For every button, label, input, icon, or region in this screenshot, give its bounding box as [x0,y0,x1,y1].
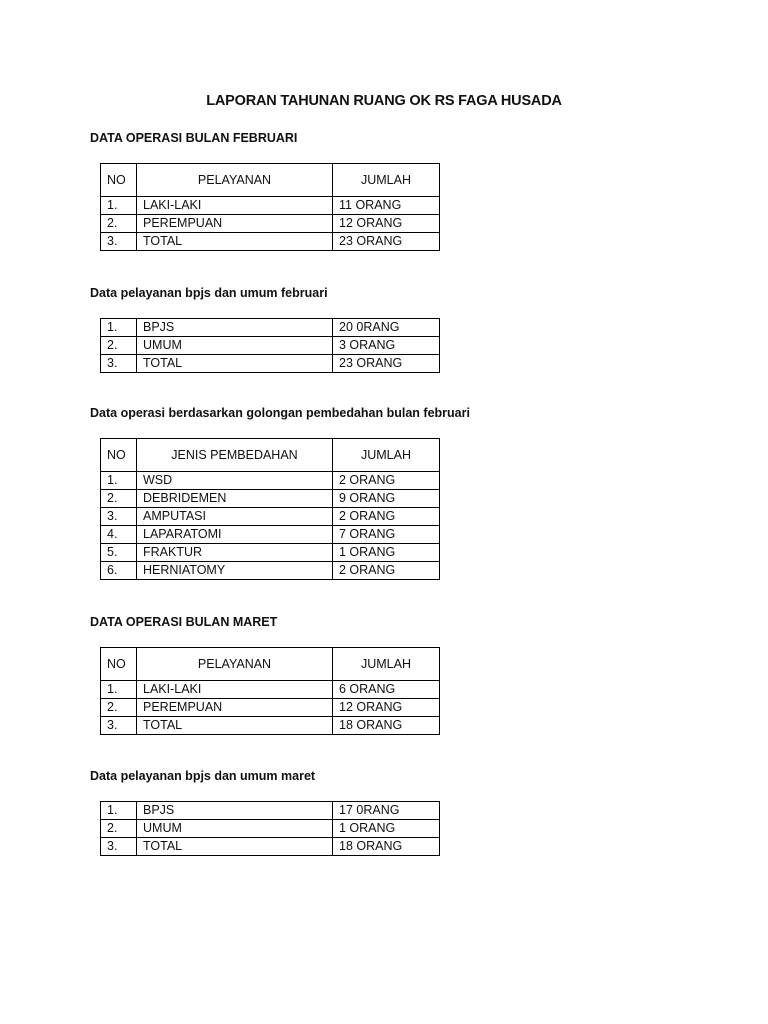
row-count: 9 ORANG [333,490,440,508]
row-number: 3. [101,508,137,526]
row-number: 3. [101,838,137,856]
table-row [101,472,440,490]
table-row [101,838,440,856]
table-row [101,508,440,526]
section-heading-feb-surgery-types: Data operasi berdasarkan golongan pembedahan bulan februari [90,406,470,420]
row-count: 12 ORANG [333,215,440,233]
row-number: 3. [101,233,137,251]
table-row [101,337,440,355]
row-count: 7 ORANG [333,526,440,544]
table-header-row [101,648,440,681]
row-count: 1 ORANG [333,820,440,838]
table-header-row [101,164,440,197]
table-row [101,319,440,337]
header-cell: JENIS PEMBEDAHAN [137,439,333,472]
row-count: 2 ORANG [333,472,440,490]
row-count: 2 ORANG [333,562,440,580]
header-cell: JUMLAH [333,648,440,681]
table-feb-bpjs [100,318,440,373]
section-heading-mar-bpjs: Data pelayanan bpjs dan umum maret [90,769,316,783]
row-number: 1. [101,197,137,215]
row-count: 6 ORANG [333,681,440,699]
row-count: 2 ORANG [333,508,440,526]
row-number: 5. [101,544,137,562]
row-label: TOTAL [137,838,333,856]
table-row [101,197,440,215]
row-number: 2. [101,490,137,508]
table-row [101,681,440,699]
row-label: TOTAL [137,233,333,251]
row-count: 3 ORANG [333,337,440,355]
table-mar-bpjs [100,801,440,856]
row-number: 2. [101,337,137,355]
row-number: 6. [101,562,137,580]
row-label: FRAKTUR [137,544,333,562]
row-number: 4. [101,526,137,544]
table-row [101,802,440,820]
row-label: HERNIATOMY [137,562,333,580]
row-number: 2. [101,699,137,717]
table-row [101,699,440,717]
row-label: LAKI-LAKI [137,681,333,699]
row-count: 23 ORANG [333,233,440,251]
header-cell: NO [101,648,137,681]
header-cell: PELAYANAN [137,648,333,681]
row-number: 2. [101,215,137,233]
row-label: DEBRIDEMEN [137,490,333,508]
row-count: 11 ORANG [333,197,440,215]
row-label: UMUM [137,337,333,355]
table-feb-operations [100,163,440,251]
table-feb-surgery-types [100,438,440,580]
row-count: 12 ORANG [333,699,440,717]
table-row [101,355,440,373]
row-count: 18 ORANG [333,838,440,856]
row-label: UMUM [137,820,333,838]
row-label: BPJS [137,802,333,820]
row-label: PEREMPUAN [137,699,333,717]
row-number: 2. [101,820,137,838]
header-cell: JUMLAH [333,439,440,472]
header-cell: JUMLAH [333,164,440,197]
table-row [101,526,440,544]
table-row [101,233,440,251]
row-count: 18 ORANG [333,717,440,735]
row-number: 3. [101,717,137,735]
row-number: 1. [101,319,137,337]
row-count: 17 0RANG [333,802,440,820]
row-number: 3. [101,355,137,373]
row-number: 1. [101,472,137,490]
row-count: 1 ORANG [333,544,440,562]
table-row [101,820,440,838]
table-row [101,215,440,233]
row-label: BPJS [137,319,333,337]
row-label: WSD [137,472,333,490]
table-header-row [101,439,440,472]
row-label: PEREMPUAN [137,215,333,233]
header-cell: NO [101,439,137,472]
section-heading-feb-bpjs: Data pelayanan bpjs dan umum februari [90,286,328,300]
row-label: TOTAL [137,355,333,373]
table-row [101,490,440,508]
row-number: 1. [101,681,137,699]
table-row [101,562,440,580]
row-label: TOTAL [137,717,333,735]
row-label: LAPARATOMI [137,526,333,544]
section-heading-mar-operations: DATA OPERASI BULAN MARET [90,615,278,629]
header-cell: PELAYANAN [137,164,333,197]
row-label: LAKI-LAKI [137,197,333,215]
row-count: 20 0RANG [333,319,440,337]
row-label: AMPUTASI [137,508,333,526]
header-cell: NO [101,164,137,197]
table-row [101,717,440,735]
row-count: 23 ORANG [333,355,440,373]
row-number: 1. [101,802,137,820]
section-heading-feb-operations: DATA OPERASI BULAN FEBRUARI [90,131,298,145]
table-mar-operations [100,647,440,735]
table-row [101,544,440,562]
document-title: LAPORAN TAHUNAN RUANG OK RS FAGA HUSADA [206,93,562,109]
